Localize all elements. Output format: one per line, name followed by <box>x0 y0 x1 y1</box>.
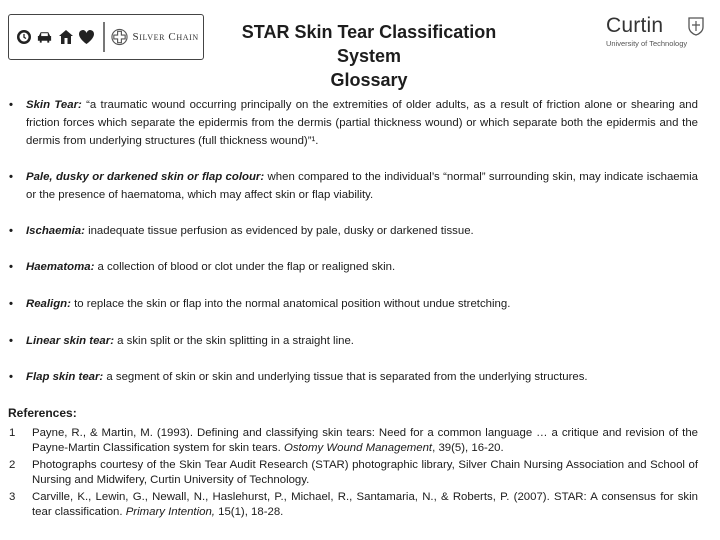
references-heading: References: <box>8 406 77 420</box>
glossary-item-linear-skin-tear <box>8 332 698 368</box>
glossary-term: Realign: <box>26 298 71 310</box>
glossary-definition: a skin split or the skin splitting in a straight line. <box>117 335 354 347</box>
heart-icon <box>78 29 95 46</box>
bullet: • <box>9 171 13 183</box>
curtin-subtitle: University of Technology <box>606 39 688 48</box>
glossary-term: Ischaemia: <box>26 225 85 237</box>
glossary-item-flap-skin-tear <box>8 368 698 398</box>
bullet: • <box>9 261 13 273</box>
curtin-crest-icon <box>688 17 704 36</box>
glossary-item-flap-colour <box>8 168 698 222</box>
glossary-item-skin-tear <box>8 96 698 168</box>
reference-text: Photographs courtesy of the Skin Tear Audit Research (STAR) photographic library, Silver Chain Nursing Association and School of Nursing and Midwifery, Curtin University of Technology. <box>32 459 698 486</box>
reference-journal: Ostomy Wound Management <box>283 442 433 454</box>
reference-citation: 15(1), 18-28. <box>214 506 284 518</box>
glossary-term: Linear skin tear: <box>26 335 114 347</box>
silver-chain-icons <box>15 29 95 46</box>
glossary-definition: when compared to the individual’s “normal” surrounding skin, may indicate ischaemia or the presence of haematoma, which may affect skin or flap viability. <box>26 171 698 201</box>
title-line-1: STAR Skin Tear Classification System <box>241 22 497 66</box>
references-section <box>8 404 698 522</box>
house-icon <box>57 29 74 46</box>
reference-number: 1 <box>9 427 16 439</box>
reference-journal: Primary Intention, <box>125 506 215 518</box>
glossary-item-realign <box>8 295 698 332</box>
reference-item <box>8 426 698 456</box>
glossary-definition: inadequate tissue perfusion as evidenced by pale, dusky or darkened tissue. <box>88 225 474 237</box>
glossary-definition: a collection of blood or clot under the flap or realigned skin. <box>97 261 396 273</box>
glossary-item-haematoma <box>8 258 698 295</box>
glossary-definition: to replace the skin or flap into the normal anatomical position without undue stretching. <box>74 298 511 310</box>
glossary-term: Pale, dusky or darkened skin or flap colour: <box>26 171 265 183</box>
title-line-2: Glossary <box>330 70 408 90</box>
logo-divider <box>103 22 105 52</box>
curtin-logo <box>606 14 712 64</box>
glossary-list <box>8 96 698 398</box>
glossary-definition: “a traumatic wound occurring principally on the extremities of older adults, as a result of friction alone or shearing and friction forces which separate the epidermis from the dermis (partial thickness wound) or which separate both the epidermis and the dermis from underlying structures (full thickness wound)”¹. <box>26 99 698 147</box>
reference-item <box>8 490 698 520</box>
glossary-term: Haematoma: <box>26 261 95 273</box>
cross-emblem-icon <box>111 29 128 46</box>
curtin-name: Curtin <box>606 14 664 37</box>
bullet: • <box>9 298 13 310</box>
bullet: • <box>9 99 13 111</box>
glossary-definition: a segment of skin or skin and underlying tissue that is separated from the underlying structures. <box>106 371 588 383</box>
glossary-term: Flap skin tear: <box>26 371 104 383</box>
car-icon <box>36 29 53 46</box>
reference-number: 2 <box>9 459 16 471</box>
bullet: • <box>9 371 13 383</box>
silver-chain-logo <box>8 14 204 60</box>
document-title <box>214 20 524 92</box>
silver-chain-text: Silver Chain <box>132 31 199 43</box>
reference-item <box>8 458 698 488</box>
bullet: • <box>9 225 13 237</box>
reference-text: Payne, R., & Martin, M. (1993). Defining and classifying skin tears: Need for a common language … a critique and revision of the Payne-Martin Classification system for skin tears. <box>32 427 698 454</box>
clock-icon <box>15 29 32 46</box>
reference-text: Carville, K., Lewin, G., Newall, N., Haslehurst, P., Michael, R., Santamaria, N., & Roberts, P. (2007). STAR: A consensus for skin tear classification. <box>32 491 698 518</box>
reference-citation: , 39(5), 16-20. <box>432 442 504 454</box>
reference-number: 3 <box>9 491 16 503</box>
glossary-item-ischaemia <box>8 222 698 258</box>
glossary-term: Skin Tear: <box>26 99 82 111</box>
bullet: • <box>9 335 13 347</box>
